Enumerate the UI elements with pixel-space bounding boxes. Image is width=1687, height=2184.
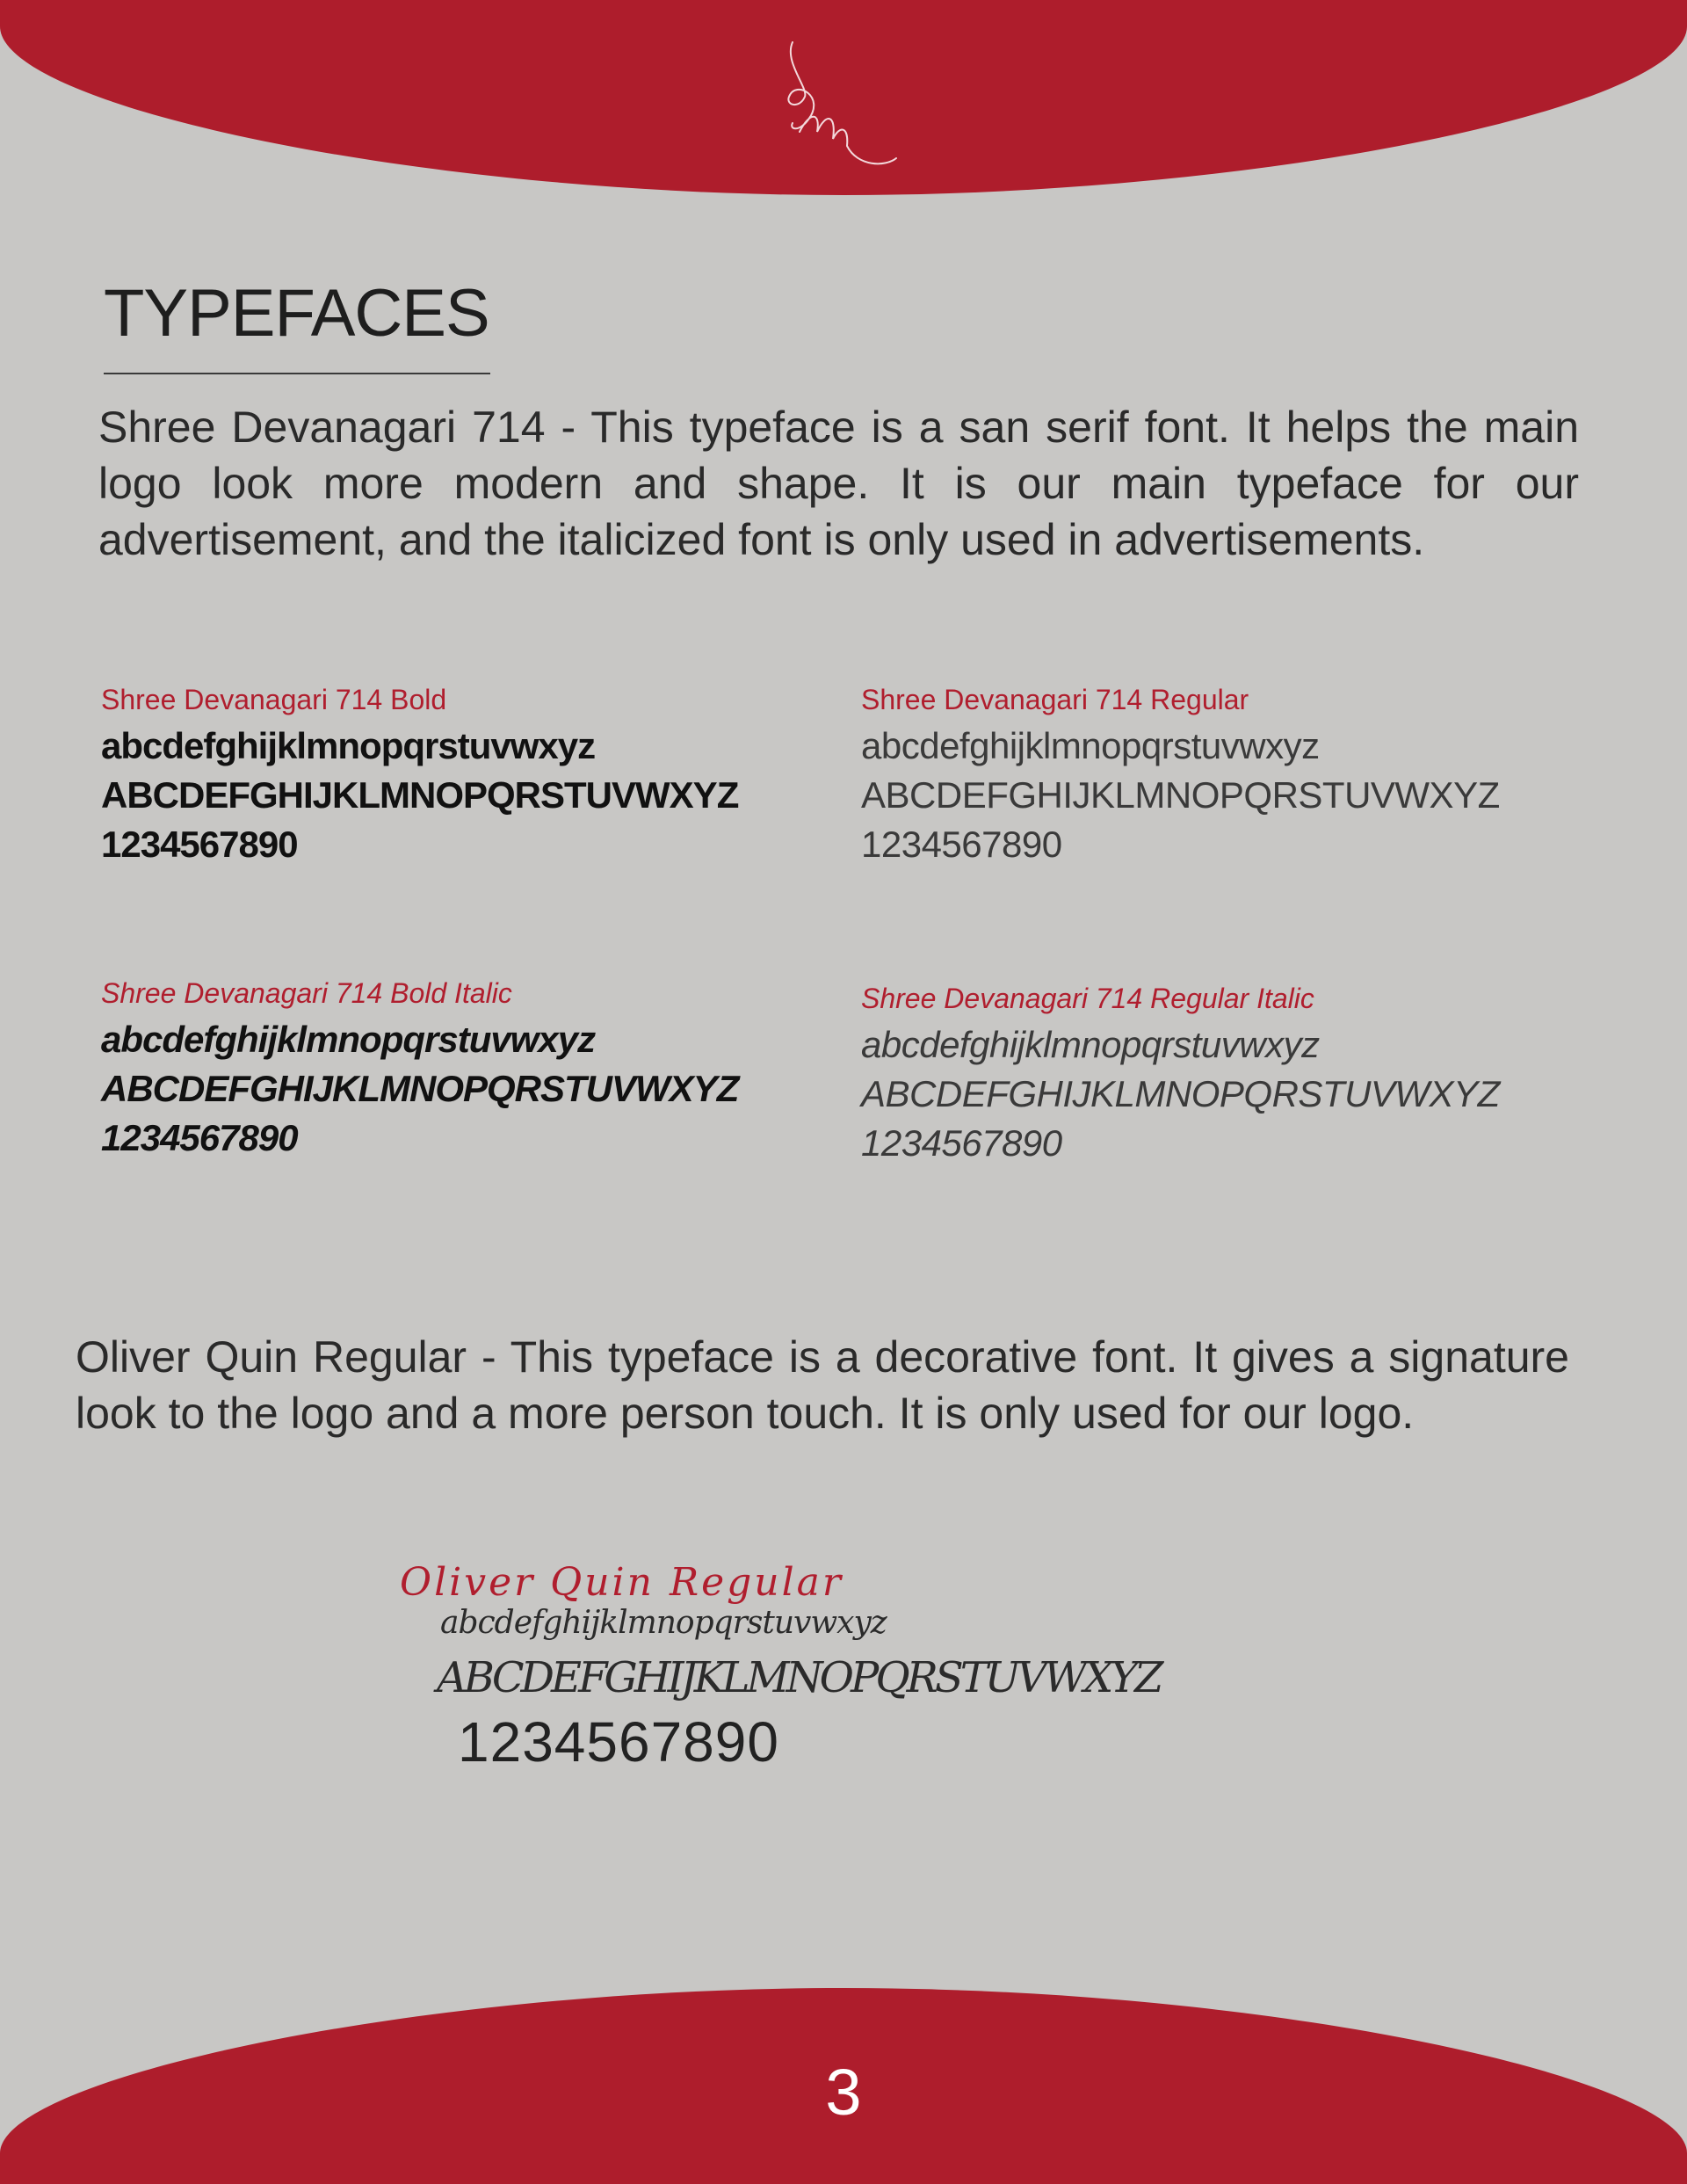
title-underline <box>104 373 490 374</box>
specimen-lowercase: abcdefghijklmnopqrstuvwxyz <box>101 1019 596 1060</box>
specimen-lowercase: abcdefghijklmnopqrstuvwxyz <box>861 725 1320 766</box>
specimen-uppercase: ABCDEFGHIJKLMNOPQRSTUVWXYZ <box>861 774 1500 816</box>
specimen-uppercase: ABCDEFGHIJKLMNOPQRSTUVWXYZ <box>101 1068 739 1109</box>
specimen-title: Shree Devanagari 714 Bold <box>101 684 447 715</box>
specimen-bold-italic <box>101 977 738 1163</box>
signature-logo <box>773 35 905 176</box>
decorative-font-paragraph: Oliver Quin Regular - This typeface is a decorative font. It gives a signature look to the logo and a more person touch. It is only used for our logo. <box>76 1332 1569 1438</box>
specimen-digits: 1234567890 <box>101 824 298 865</box>
specimen-digits: 1234567890 <box>861 824 1062 865</box>
specimen-regular-italic <box>861 983 1500 1168</box>
specimen-title: Shree Devanagari 714 Bold Italic <box>101 977 512 1009</box>
specimen-digits: 1234567890 <box>101 1117 298 1158</box>
specimen-title: Shree Devanagari 714 Regular Italic <box>861 983 1314 1014</box>
script-lowercase: abcdefghijklmnopqrstuvwxyz <box>440 1605 887 1641</box>
specimen-title: Shree Devanagari 714 Regular <box>861 684 1249 715</box>
specimen-uppercase: ABCDEFGHIJKLMNOPQRSTUVWXYZ <box>861 1073 1500 1114</box>
specimen-lowercase: abcdefghijklmnopqrstuvwxyz <box>101 725 596 766</box>
script-digits: 1234567890 <box>458 1710 779 1774</box>
page-title: TYPEFACES <box>104 276 489 351</box>
specimen-uppercase: ABCDEFGHIJKLMNOPQRSTUVWXYZ <box>101 774 739 816</box>
page-number: 3 <box>825 2056 862 2129</box>
specimen-bold <box>101 684 738 869</box>
intro-paragraph: Shree Devanagari 714 - This typeface is a san serif font. It helps the main logo look more modern and shape. It is our main typeface for our advertisement, and the italicized font is only used in advertisements. <box>98 403 1579 564</box>
specimen-lowercase: abcdefghijklmnopqrstuvwxyz <box>861 1024 1320 1065</box>
script-specimen <box>400 1560 1160 1774</box>
specimen-digits: 1234567890 <box>861 1122 1062 1164</box>
specimen-regular <box>861 684 1500 869</box>
script-uppercase: ABCDEFGHIJKLMNOPQRSTUVWXYZ <box>437 1653 1161 1702</box>
script-specimen-title: Oliver Quin Regular <box>400 1560 844 1605</box>
